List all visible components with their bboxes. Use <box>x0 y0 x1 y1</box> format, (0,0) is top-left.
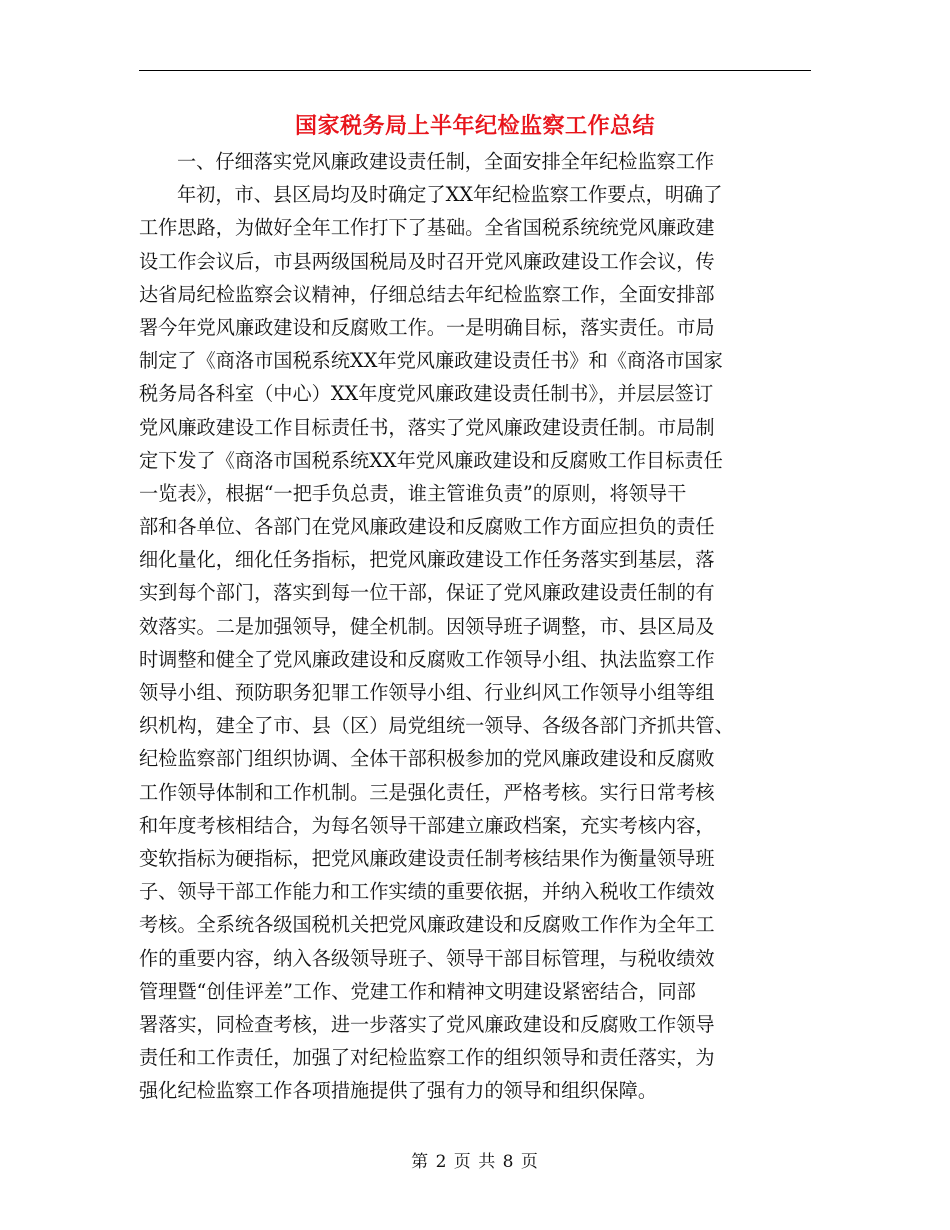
text-line: 责任和工作责任，加强了对纪检监察工作的组织领导和责任落实，为 <box>139 1046 715 1070</box>
text-line: 实到每个部门，落实到每一位干部，保证了党风廉政建设责任制的有 <box>139 581 715 605</box>
text-line: 时调整和健全了党风廉政建设和反腐败工作领导小组、执法监察工作 <box>139 647 715 671</box>
text-line: 领导小组、预防职务犯罪工作领导小组、行业纠风工作领导小组等组 <box>139 681 715 704</box>
text-line: 年初，市、县区局均及时确定了XX年纪检监察工作要点，明确了 <box>177 183 723 207</box>
text-line: 作的重要内容，纳入各级领导班子、领导干部目标管理，与税收绩效 <box>139 946 715 970</box>
text-line: 制定了《商洛市国税系统XX年党风廉政建设责任书》和《商洛市国家 <box>139 349 723 373</box>
text-line: 署落实，同检查考核，进一步落实了党风廉政建设和反腐败工作领导 <box>139 1012 715 1036</box>
text-line: 设工作会议后，市县两级国税局及时召开党风廉政建设工作会议，传 <box>139 249 715 273</box>
text-line: 工作领导体制和工作机制。三是强化责任，严格考核。实行日常考核 <box>139 780 715 804</box>
text-line: 税务局各科室（中心）XX年度党风廉政建设责任制书》，并层层签订 <box>139 382 714 406</box>
text-line: 署今年党风廉政建设和反腐败工作。一是明确目标，落实责任。市局 <box>139 315 715 339</box>
document-title: 国家税务局上半年纪检监察工作总结 <box>294 113 655 139</box>
text-line: 和年度考核相结合，为每名领导干部建立廉政档案，充实考核内容， <box>139 813 715 837</box>
text-line: 细化量化，细化任务指标，把党风廉政建设工作任务落实到基层，落 <box>139 548 715 572</box>
text-line: 子、领导干部工作能力和工作实绩的重要依据，并纳入税收工作绩效 <box>139 880 715 904</box>
body-text <box>139 145 811 1107</box>
text-line: 效落实。二是加强领导，健全机制。因领导班子调整，市、县区局及 <box>139 614 715 638</box>
text-line: 考核。全系统各级国税机关把党风廉政建设和反腐败工作作为全年工 <box>139 913 715 937</box>
text-line: 一、仔细落实党风廉政建设责任制，全面安排全年纪检监察工作 <box>177 150 715 173</box>
text-line: 定下发了《商洛市国税系统XX年党风廉政建设和反腐败工作目标责任 <box>139 448 723 472</box>
text-line: 管理暨“创佳评差”工作、党建工作和精神文明建设紧密结合，同部 <box>139 979 696 1003</box>
text-line: 织机构，建全了市、县（区）局党组统一领导、各级各部门齐抓共管、 <box>139 714 734 738</box>
text-line: 部和各单位、各部门在党风廉政建设和反腐败工作方面应担负的责任 <box>139 515 715 539</box>
text-line: 强化纪检监察工作各项措施提供了强有力的领导和组织保障。 <box>139 1079 658 1103</box>
text-line: 党风廉政建设工作目标责任书，落实了党风廉政建设责任制。市局制 <box>139 415 715 439</box>
text-line: 一览表》，根据“一把手负总责，谁主管谁负责”的原则，将领导干 <box>139 481 687 505</box>
text-line: 工作思路，为做好全年工作打下了基础。全省国税系统统党风廉政建 <box>139 216 715 240</box>
text-line: 变软指标为硬指标，把党风廉政建设责任制考核结果作为衡量领导班 <box>139 846 715 870</box>
text-line: 达省局纪检监察会议精神，仔细总结去年纪检监察工作，全面安排部 <box>139 282 715 306</box>
text-line: 纪检监察部门组织协调、全体干部积极参加的党风廉政建设和反腐败 <box>139 747 715 771</box>
header-rule <box>139 70 811 71</box>
page-number-footer: 第 2 页 共 8 页 <box>411 1152 539 1172</box>
